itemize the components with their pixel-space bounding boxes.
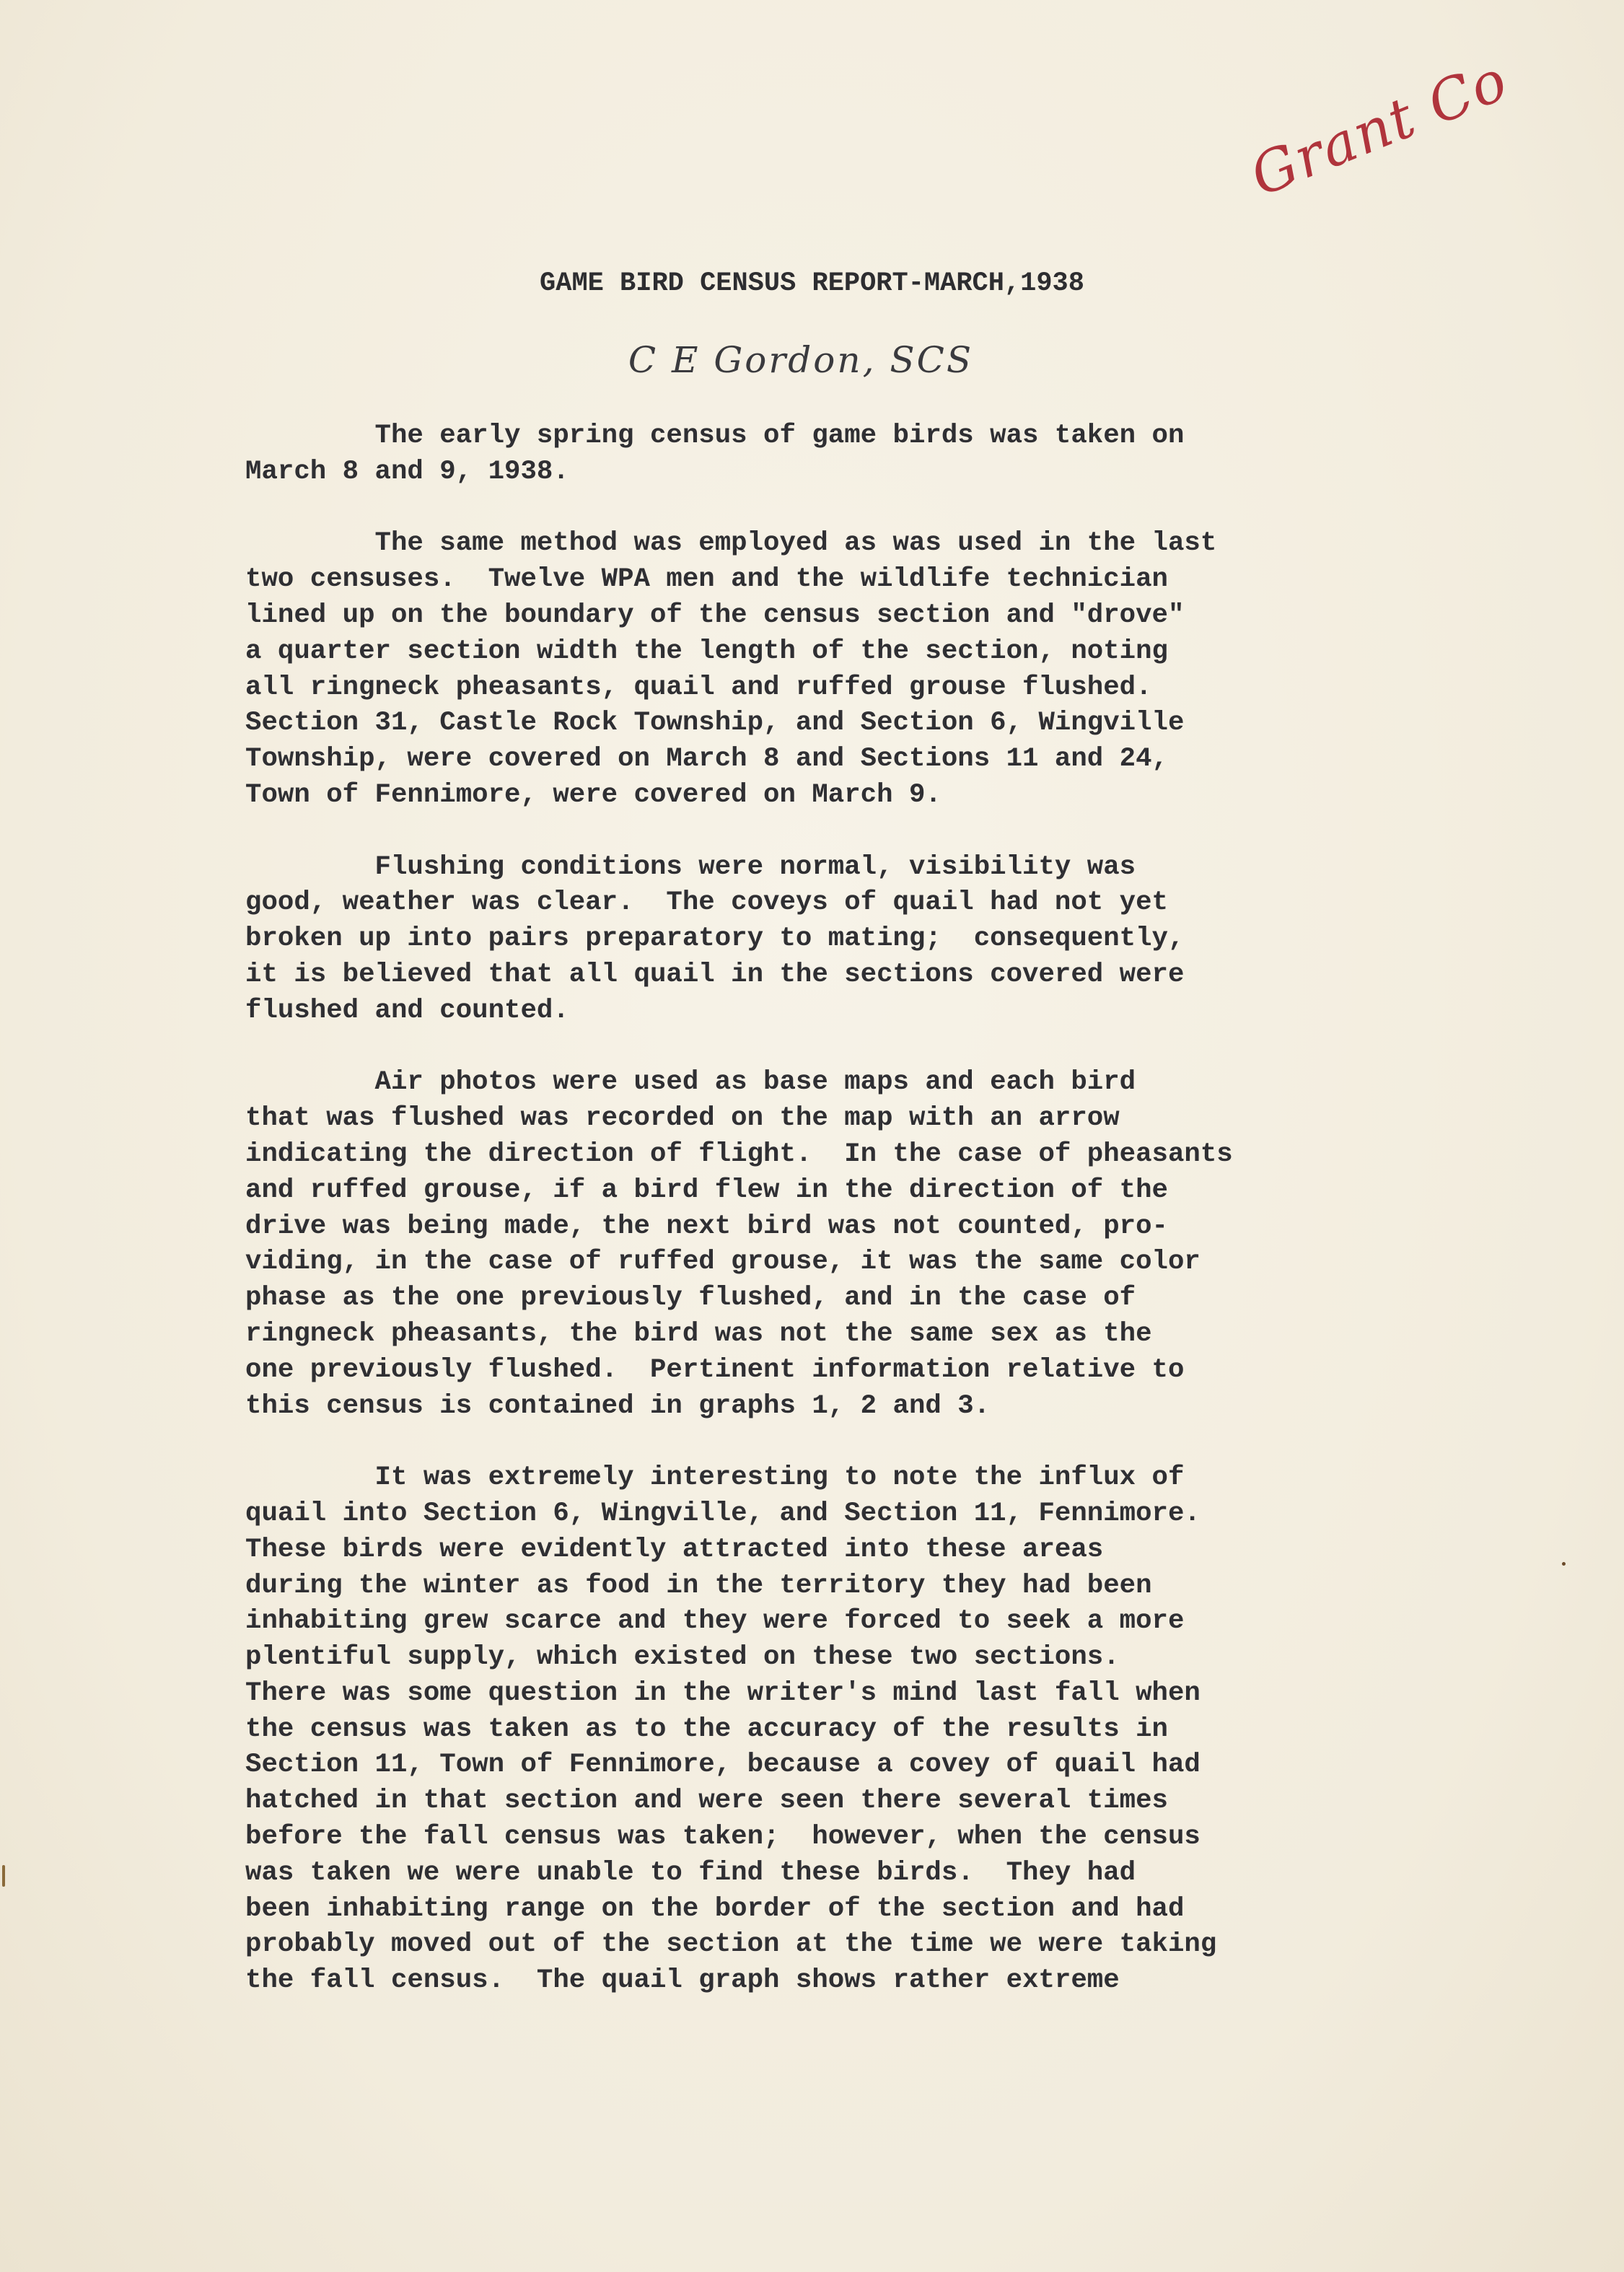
text-line: good, weather was clear. The coveys of quail had not yet bbox=[245, 887, 1168, 918]
text-line: one previously flushed. Pertinent information relative to bbox=[245, 1354, 1185, 1385]
text-line: The same method was employed as was used in the last bbox=[245, 528, 1217, 559]
text-line: Township, were covered on March 8 and Sections 11 and 24, bbox=[245, 744, 1168, 775]
text-line: it is believed that all quail in the sections covered were bbox=[245, 959, 1185, 990]
text-line: The early spring census of game birds was taken on bbox=[245, 421, 1185, 451]
paper-spot bbox=[1562, 1562, 1566, 1566]
text-line: quail into Section 6, Wingville, and Section 11, Fennimore. bbox=[245, 1498, 1201, 1529]
text-line: drive was being made, the next bird was not counted, pro- bbox=[245, 1211, 1168, 1242]
text-line: broken up into pairs preparatory to mating; consequently, bbox=[245, 924, 1185, 955]
paragraph bbox=[245, 850, 1371, 1030]
text-line: this census is contained in graphs 1, 2 and 3. bbox=[245, 1390, 991, 1421]
text-line: Section 11, Town of Fennimore, because a covey of quail had bbox=[245, 1750, 1201, 1781]
text-line: flushed and counted. bbox=[245, 995, 569, 1026]
text-line: probably moved out of the section at the time we were taking bbox=[245, 1929, 1217, 1960]
text-line: and ruffed grouse, if a bird flew in the direction of the bbox=[245, 1175, 1168, 1206]
text-line: two censuses. Twelve WPA men and the wildlife technician bbox=[245, 564, 1168, 595]
text-line: There was some question in the writer's mind last fall when bbox=[245, 1677, 1201, 1709]
report-title: GAME BIRD CENSUS REPORT-MARCH,1938 bbox=[540, 268, 1084, 299]
text-line: the census was taken as to the accuracy of the results in bbox=[245, 1714, 1168, 1745]
text-line: before the fall census was taken; however, when the census bbox=[245, 1822, 1201, 1853]
text-line: Town of Fennimore, were covered on March 9. bbox=[245, 779, 942, 810]
text-line: These birds were evidently attracted into these areas bbox=[245, 1534, 1104, 1565]
handwritten-author-signature: C E Gordon, SCS bbox=[628, 339, 974, 381]
text-line: hatched in that section and were seen there several times bbox=[245, 1786, 1168, 1817]
text-line: plentiful supply, which existed on these two sections. bbox=[245, 1642, 1120, 1673]
paragraph bbox=[245, 418, 1371, 491]
report-body bbox=[245, 418, 1371, 2035]
text-line: inhabiting grew scarce and they were forced to seek a more bbox=[245, 1606, 1185, 1637]
text-line: was taken we were unable to find these birds. They had bbox=[245, 1857, 1136, 1888]
text-line: been inhabiting range on the border of the section and had bbox=[245, 1893, 1185, 1924]
text-line: a quarter section width the length of the section, noting bbox=[245, 636, 1168, 667]
paragraph bbox=[245, 1065, 1371, 1424]
text-line: Flushing conditions were normal, visibility was bbox=[245, 851, 1136, 882]
text-line: viding, in the case of ruffed grouse, it was the same color bbox=[245, 1247, 1201, 1278]
text-line: It was extremely interesting to note the influx of bbox=[245, 1462, 1185, 1494]
text-line: during the winter as food in the territory they had been bbox=[245, 1570, 1152, 1601]
paragraph bbox=[245, 526, 1371, 813]
paper-edge-mark bbox=[2, 1865, 5, 1887]
text-line: indicating the direction of flight. In the case of pheasants bbox=[245, 1139, 1233, 1170]
text-line: March 8 and 9, 1938. bbox=[245, 456, 569, 487]
text-line: phase as the one previously flushed, and in the case of bbox=[245, 1283, 1136, 1314]
text-line: all ringneck pheasants, quail and ruffed grouse flushed. bbox=[245, 672, 1152, 703]
text-line: that was flushed was recorded on the map with an arrow bbox=[245, 1103, 1120, 1134]
text-line: Air photos were used as base maps and each bird bbox=[245, 1067, 1136, 1098]
handwritten-county-annotation: Grant Co bbox=[1242, 48, 1517, 210]
text-line: the fall census. The quail graph shows rather extreme bbox=[245, 1965, 1120, 1996]
text-line: Section 31, Castle Rock Township, and Section 6, Wingville bbox=[245, 708, 1185, 739]
paragraph bbox=[245, 1460, 1371, 1999]
text-line: lined up on the boundary of the census section and "drove" bbox=[245, 600, 1185, 631]
text-line: ringneck pheasants, the bird was not the same sex as the bbox=[245, 1318, 1152, 1349]
